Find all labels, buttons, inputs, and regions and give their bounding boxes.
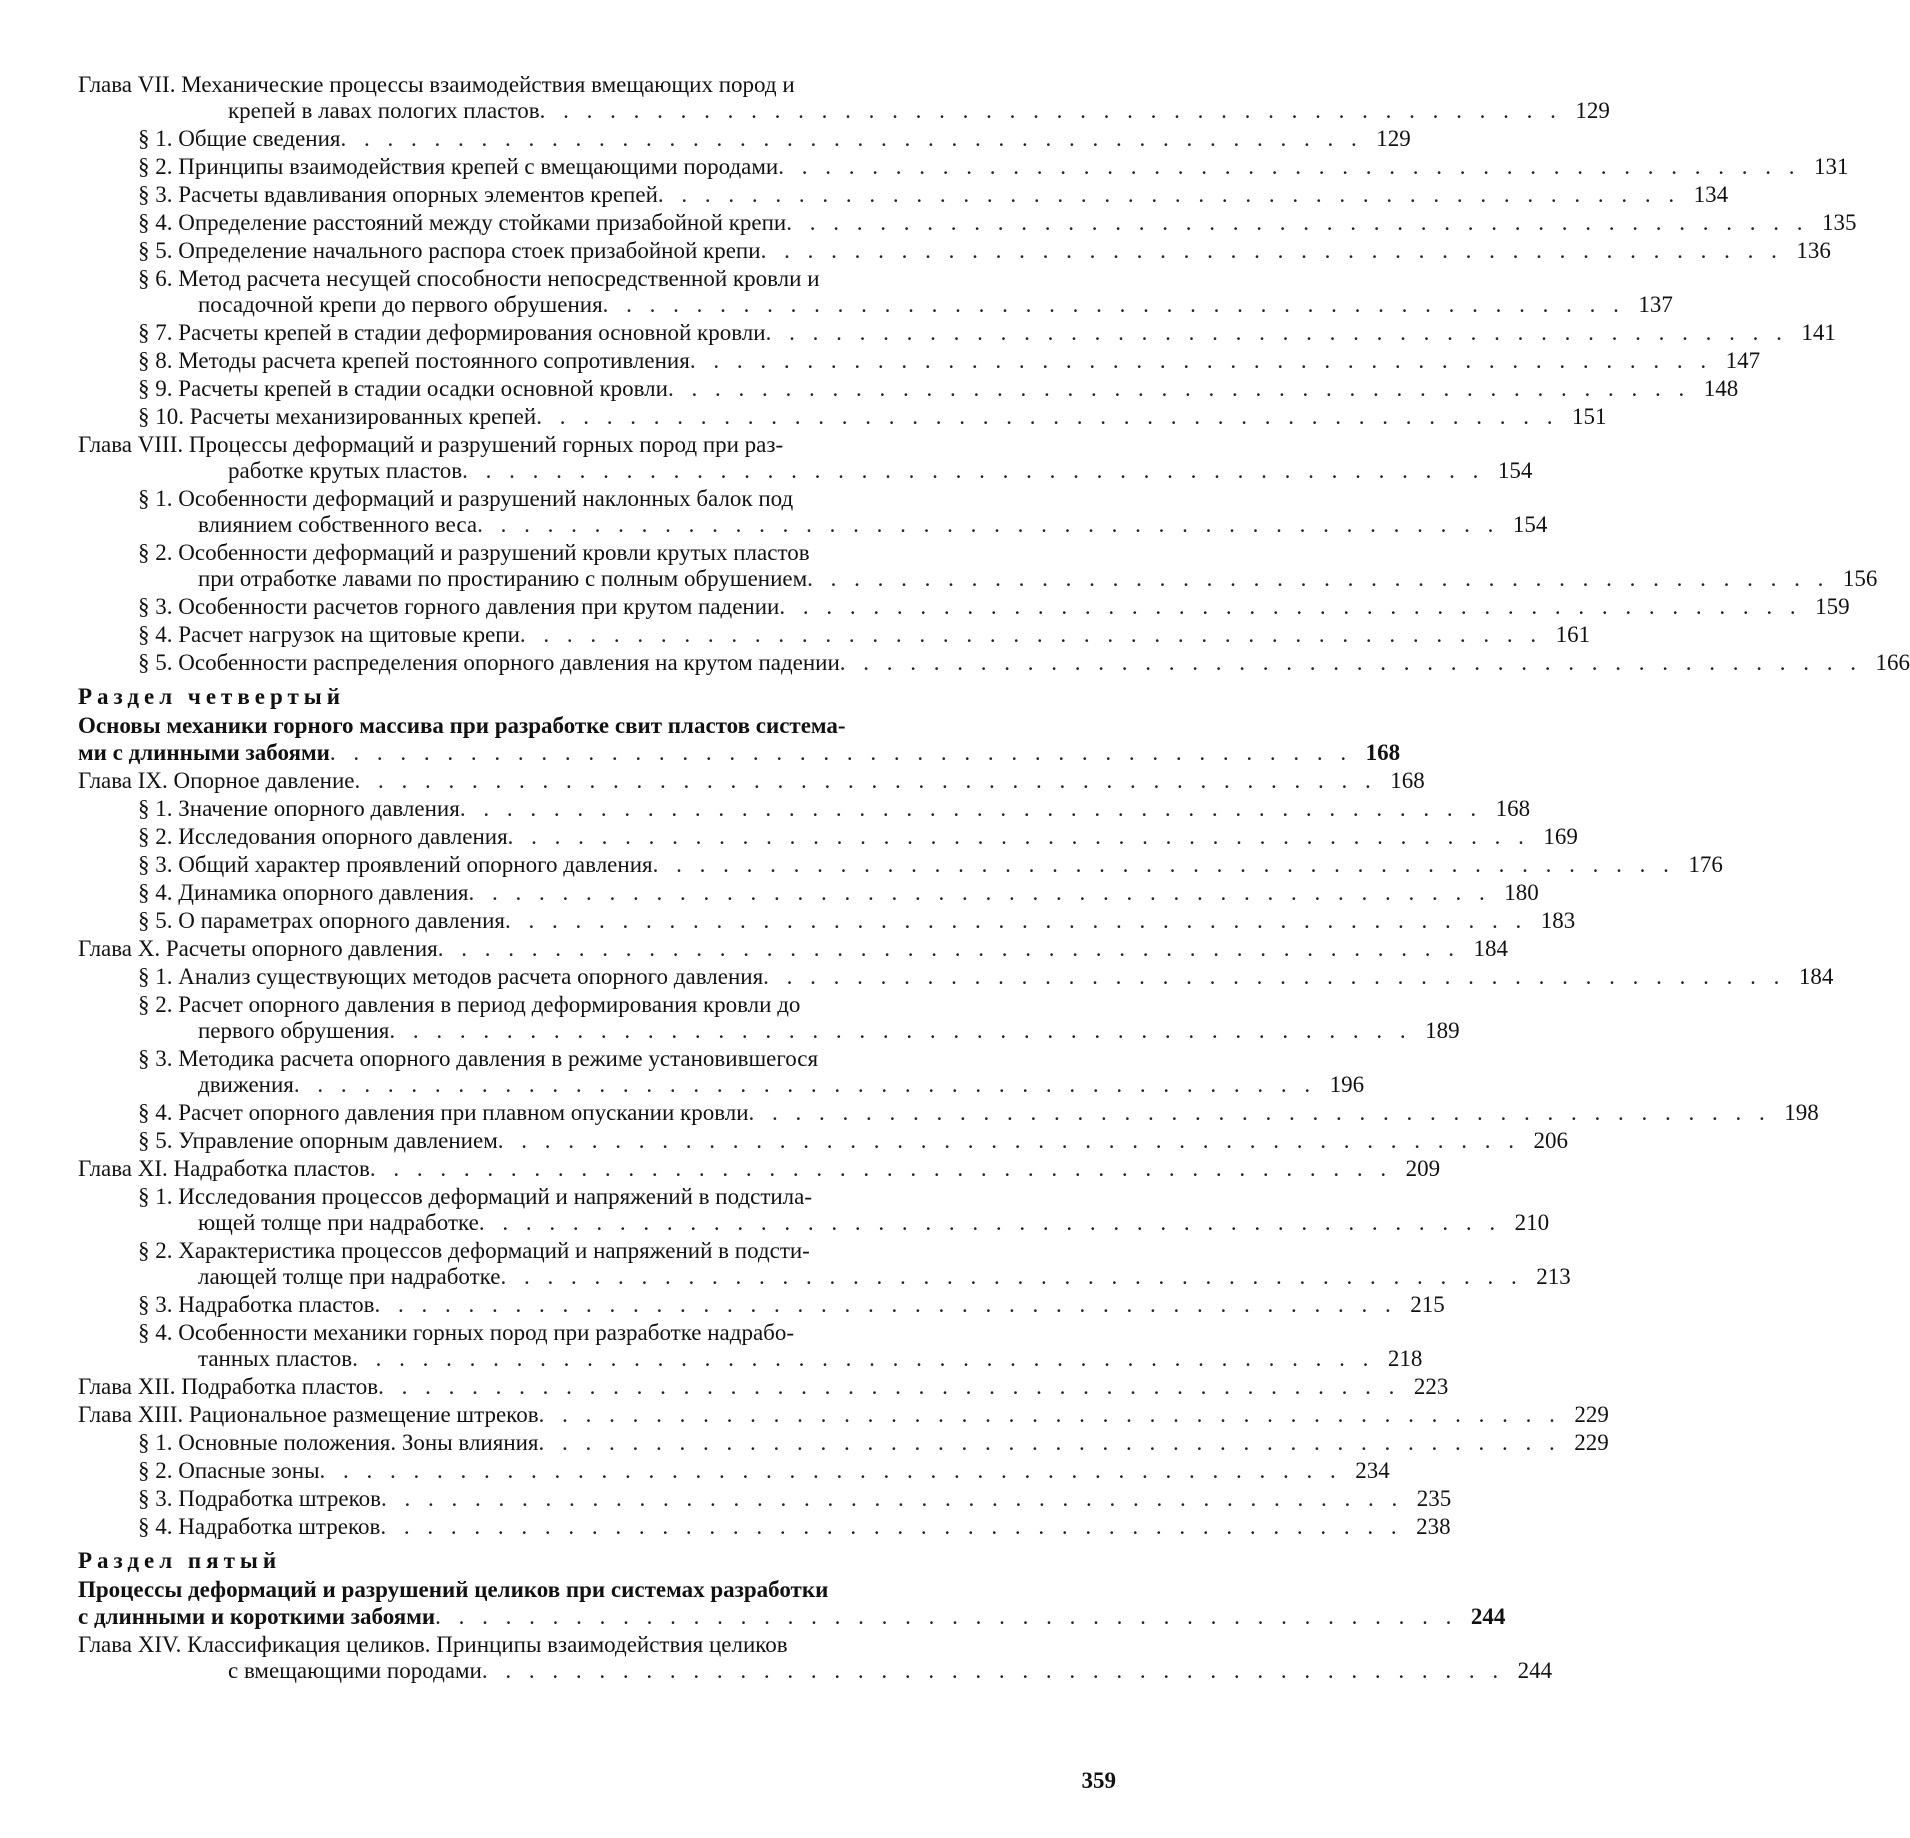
toc-page-number: 218 (1387, 1346, 1423, 1371)
toc-section-entry (78, 266, 1673, 318)
toc-section-entry (78, 486, 1548, 538)
toc-entry-text: § 2. Принципы взаимодействия крепей с вмещающими породами (138, 154, 779, 179)
toc-entry-text: § 3. Особенности расчетов горного давления при крутом падении (138, 594, 780, 619)
toc-page-number: 168 (1495, 796, 1531, 821)
toc-page-number: 184 (1798, 964, 1834, 989)
toc-section-entry (78, 182, 1729, 208)
toc-entry-text: § 3. Общий характер проявлений опорного давления (138, 852, 653, 877)
leader-dots: . . . . . . . . . . . . . . . . . . . . . . . . . . . . . . . . . . . . . . . . . . . . (354, 768, 1377, 793)
leader-dots: . . . . . . . . . . . . . . . . . . . . . . . . . . . . . . . . . . . . . . . . . . . . (538, 1430, 1561, 1455)
toc-entry-text: § 5. Управление опорным давлением (138, 1128, 498, 1153)
toc-section-entry (78, 1100, 1819, 1126)
toc-list-part5 (78, 1632, 1553, 1684)
toc-entry-text: § 3. Подработка штреков (138, 1486, 381, 1511)
toc-section-entry (78, 796, 1531, 822)
leader-dots: . . . . . . . . . . . . . . . . . . . . . . . . . . . . . . . . . . . . . . . . . . . . (435, 1604, 1458, 1629)
toc-entry-text: § 4. Особенности механики горных пород при разработке надрабо- (138, 1320, 795, 1345)
leader-dots: . . . . . . . . . . . . . . . . . . . . . . . . . . . . . . . . . . . . . . . . . . . . (765, 320, 1788, 345)
toc-page-number: 196 (1329, 1072, 1365, 1097)
toc-entry-text: § 2. Особенности деформаций и разрушений кровли крутых пластов (138, 540, 810, 565)
toc-page-number: 210 (1514, 1210, 1550, 1235)
toc-entry-text: с вмещающими породами (228, 1658, 482, 1683)
toc-page-number: 129 (1376, 126, 1411, 151)
toc-entry-text: § 2. Характеристика процессов деформаций и напряжений в подсти- (138, 1238, 810, 1263)
leader-dots: . . . . . . . . . . . . . . . . . . . . . . . . . . . . . . . . . . . . . . . . . . . . (779, 594, 1802, 619)
toc-chapter-entry (78, 768, 1425, 794)
toc-entry-text: § 4. Расчет нагрузок на щитовые крепи (138, 622, 520, 647)
leader-dots: . . . . . . . . . . . . . . . . . . . . . . . . . . . . . . . . . . . . . . . . . . . . (839, 650, 1863, 675)
leader-dots: . . . . . . . . . . . . . . . . . . . . . . . . . . . . . . . . . . . . . . . . . . . . (538, 1402, 1561, 1427)
leader-dots: . . . . . . . . . . . . . . . . . . . . . . . . . . . . . . . . . . . . . . . . . . . . (689, 348, 1713, 373)
toc-entry-text: § 4. Динамика опорного давления (138, 880, 469, 905)
toc-entry-text: § 1. Основные положения. Зоны влияния (138, 1430, 539, 1455)
toc-section-entry (78, 964, 1834, 990)
leader-dots: . . . . . . . . . . . . . . . . . . . . . . . . . . . . . . . . . . . . . . . . . . . . (763, 964, 1786, 989)
toc-entry-text: § 3. Надработка пластов (138, 1292, 375, 1317)
toc-page-number: 168 (1390, 768, 1425, 793)
toc-entry-text: лающей толще при надработке (198, 1264, 501, 1289)
toc-chapter-entry (78, 1402, 1609, 1428)
toc-entry-text: первого обрушения (198, 1018, 390, 1043)
leader-dots: . . . . . . . . . . . . . . . . . . . . . . . . . . . . . . . . . . . . . . . . . . . . (352, 1346, 1375, 1371)
toc-list-part3 (78, 72, 1910, 676)
toc-entry-text: Глава VIII. Процессы деформаций и разрушений горных пород при раз- (78, 432, 784, 457)
toc-page-number: 229 (1574, 1430, 1609, 1455)
toc-page-number: 180 (1504, 880, 1539, 905)
toc-entry-text: § 6. Метод расчета несущей способности непосредственной кровли и (138, 266, 820, 291)
toc-entry-text: крепей в лавах пологих пластов (228, 98, 540, 123)
toc-entry-text: влиянием собственного веса (198, 512, 478, 537)
toc-section-entry (78, 1292, 1445, 1318)
toc-section-entry (78, 594, 1850, 620)
toc-entry-text: § 3. Методика расчета опорного давления в режиме установившегося (138, 1046, 819, 1071)
toc-chapter-entry (78, 1156, 1441, 1182)
toc-section-entry (78, 126, 1411, 152)
toc-page-number: 129 (1575, 98, 1610, 123)
toc-entry-text: танных пластов (198, 1346, 353, 1371)
toc-entry-text: § 4. Расчет опорного давления при плавном опускании кровли (138, 1100, 749, 1125)
part-four-title (78, 712, 1401, 766)
toc-section-entry (78, 1046, 1365, 1098)
toc-page-number: 168 (1365, 740, 1401, 765)
leader-dots: . . . . . . . . . . . . . . . . . . . . . . . . . . . . . . . . . . . . . . . . . . . . (536, 404, 1559, 429)
toc-page-number: 141 (1801, 320, 1836, 345)
toc-page-number: 137 (1638, 292, 1673, 317)
toc-entry-text: Глава VII. Механические процессы взаимодействия вмещающих пород и (78, 72, 795, 97)
leader-dots: . . . . . . . . . . . . . . . . . . . . . . . . . . . . . . . . . . . . . . . . . . . . (477, 512, 1500, 537)
toc-page-number: 156 (1842, 566, 1878, 591)
toc-page-number: 223 (1413, 1374, 1449, 1399)
toc-entry-text: § 1. Значение опорного давления (138, 796, 460, 821)
toc-entry-text: § 4. Определение расстояний между стойками призабойной крепи (138, 210, 787, 235)
leader-dots: . . . . . . . . . . . . . . . . . . . . . . . . . . . . . . . . . . . . . . . . . . . . (293, 1072, 1317, 1097)
leader-dots: . . . . . . . . . . . . . . . . . . . . . . . . . . . . . . . . . . . . . . . . . . . . (760, 238, 1783, 263)
toc-entry-text: Глава XIV. Классификация целиков. Принципы взаимодействия целиков (78, 1632, 788, 1657)
toc-entry-text: § 8. Методы расчета крепей постоянного сопротивления (138, 348, 690, 373)
toc-chapter-entry (78, 432, 1533, 484)
toc-page-number: 189 (1425, 1018, 1460, 1043)
leader-dots: . . . . . . . . . . . . . . . . . . . . . . . . . . . . . . . . . . . . . . . . . . . . (437, 936, 1460, 961)
toc-section-entry (78, 348, 1761, 374)
toc-section-entry (78, 320, 1836, 346)
leader-dots: . . . . . . . . . . . . . . . . . . . . . . . . . . . . . . . . . . . . . . . . . . . . (602, 292, 1625, 317)
toc-page-number: 235 (1416, 1486, 1452, 1511)
toc-page-number: 183 (1540, 908, 1576, 933)
toc-section-entry (78, 824, 1578, 850)
toc-entry-text: Глава XI. Надработка пластов (78, 1156, 370, 1181)
toc-page-number: 147 (1725, 348, 1761, 373)
toc-entry-text: при отработке лавами по простиранию с полным обрушением (198, 566, 808, 591)
toc-entry-text: § 5. Определение начального распора стоек призабойной крепи (138, 238, 761, 263)
leader-dots: . . . . . . . . . . . . . . . . . . . . . . . . . . . . . . . . . . . . . . . . . . . . (748, 1100, 1771, 1125)
leader-dots: . . . . . . . . . . . . . . . . . . . . . . . . . . . . . . . . . . . . . . . . . . . . (539, 98, 1562, 123)
leader-dots: . . . . . . . . . . . . . . . . . . . . . . . . . . . . . . . . . . . . . . . . . . . . (340, 126, 1363, 151)
toc-section-entry (78, 1458, 1390, 1484)
toc-section-entry (78, 650, 1910, 676)
leader-dots: . . . . . . . . . . . . . . . . . . . . . . . . . . . . . . . . . . . . . . . . . . . . (667, 376, 1691, 401)
toc-list-part4 (78, 768, 1834, 1540)
part-four-heading: Раздел четвертый (78, 684, 345, 709)
toc-section-entry (78, 210, 1857, 236)
toc-section-entry (78, 1430, 1609, 1456)
leader-dots: . . . . . . . . . . . . . . . . . . . . . . . . . . . . . . . . . . . . . . . . . . . . (329, 740, 1353, 765)
toc-entry-text: § 1. Исследования процессов деформаций и напряжений в подстила- (138, 1184, 813, 1209)
leader-dots: . . . . . . . . . . . . . . . . . . . . . . . . . . . . . . . . . . . . . . . . . . . . (468, 880, 1491, 905)
part-five-title (78, 1576, 1506, 1630)
toc-entry-text: § 2. Расчет опорного давления в период деформирования кровли до (138, 992, 801, 1017)
toc-entry-text: посадочной крепи до первого обрушения (198, 292, 603, 317)
leader-dots: . . . . . . . . . . . . . . . . . . . . . . . . . . . . . . . . . . . . . . . . . . . . (481, 1658, 1505, 1683)
leader-dots: . . . . . . . . . . . . . . . . . . . . . . . . . . . . . . . . . . . . . . . . . . . . (519, 622, 1543, 647)
leader-dots: . . . . . . . . . . . . . . . . . . . . . . . . . . . . . . . . . . . . . . . . . . . . (374, 1292, 1397, 1317)
toc-entry-text: Глава XII. Подработка пластов (78, 1374, 379, 1399)
toc-entry-text: работке крутых пластов (228, 458, 463, 483)
toc-page-number: 154 (1497, 458, 1533, 483)
toc-chapter-entry (78, 1374, 1449, 1400)
leader-dots: . . . . . . . . . . . . . . . . . . . . . . . . . . . . . . . . . . . . . . . . . . . . (652, 852, 1675, 877)
toc-section-entry (78, 992, 1460, 1044)
leader-dots: . . . . . . . . . . . . . . . . . . . . . . . . . . . . . . . . . . . . . . . . . . . . (786, 210, 1809, 235)
toc-page-number: 154 (1512, 512, 1548, 537)
toc-page (78, 70, 1910, 1684)
toc-entry-text: § 1. Особенности деформаций и разрушений наклонных балок под (138, 486, 794, 511)
toc-section-entry (78, 880, 1539, 906)
leader-dots: . . . . . . . . . . . . . . . . . . . . . . . . . . . . . . . . . . . . . . . . . . . . (459, 796, 1483, 821)
toc-page-number: 169 (1543, 824, 1578, 849)
toc-page-number: 215 (1410, 1292, 1445, 1317)
leader-dots: . . . . . . . . . . . . . . . . . . . . . . . . . . . . . . . . . . . . . . . . . . . . (389, 1018, 1412, 1043)
toc-page-number: 136 (1796, 238, 1831, 263)
toc-page-number: 184 (1473, 936, 1508, 961)
toc-page-number: 166 (1875, 650, 1910, 675)
toc-section-entry (78, 908, 1576, 934)
leader-dots: . . . . . . . . . . . . . . . . . . . . . . . . . . . . . . . . . . . . . . . . . . . . (507, 824, 1530, 849)
toc-entry-text: § 3. Расчеты вдавливания опорных элементов крепей (138, 182, 658, 207)
leader-dots: . . . . . . . . . . . . . . . . . . . . . . . . . . . . . . . . . . . . . . . . . . . . (478, 1210, 1502, 1235)
toc-page-number: 244 (1470, 1604, 1506, 1629)
toc-entry-text: Глава IX. Опорное давление (78, 768, 355, 793)
toc-section-entry (78, 1184, 1550, 1236)
leader-dots: . . . . . . . . . . . . . . . . . . . . . . . . . . . . . . . . . . . . . . . . . . . . (500, 1264, 1523, 1289)
toc-page-number: 234 (1355, 1458, 1390, 1483)
toc-page-number: 135 (1822, 210, 1857, 235)
toc-page-number: 176 (1688, 852, 1723, 877)
toc-page-number: 213 (1536, 1264, 1571, 1289)
leader-dots: . . . . . . . . . . . . . . . . . . . . . . . . . . . . . . . . . . . . . . . . . . . . (319, 1458, 1342, 1483)
leader-dots: . . . . . . . . . . . . . . . . . . . . . . . . . . . . . . . . . . . . . . . . . . . . (380, 1514, 1403, 1539)
toc-section-entry (78, 1486, 1452, 1512)
toc-section-entry (78, 540, 1878, 592)
toc-section-entry (78, 1320, 1423, 1372)
leader-dots: . . . . . . . . . . . . . . . . . . . . . . . . . . . . . . . . . . . . . . . . . . . . (807, 566, 1830, 591)
toc-page-number: 229 (1574, 1402, 1609, 1427)
toc-chapter-entry (78, 1632, 1553, 1684)
toc-entry-text: § 1. Общие сведения (138, 126, 341, 151)
leader-dots: . . . . . . . . . . . . . . . . . . . . . . . . . . . . . . . . . . . . . . . . . . . . (657, 182, 1681, 207)
leader-dots: . . . . . . . . . . . . . . . . . . . . . . . . . . . . . . . . . . . . . . . . . . . . (504, 908, 1528, 933)
toc-entry-text: § 1. Анализ существующих методов расчета опорного давления (138, 964, 764, 989)
toc-section-entry (78, 622, 1591, 648)
toc-entry-text: § 2. Опасные зоны (138, 1458, 320, 1483)
toc-entry-text: § 5. О параметрах опорного давления (138, 908, 505, 933)
toc-page-number: 206 (1533, 1128, 1569, 1153)
part-title-text: Процессы деформаций и разрушений целиков при системах разработки (78, 1577, 829, 1602)
toc-entry-text: § 7. Расчеты крепей в стадии деформирования основной кровли (138, 320, 766, 345)
toc-entry-text: Глава XIII. Рациональное размещение штреков (78, 1402, 539, 1427)
toc-section-entry (78, 154, 1849, 180)
page-number: 359 (1081, 1768, 1116, 1793)
toc-entry-text: § 2. Исследования опорного давления (138, 824, 508, 849)
toc-page-number: 159 (1815, 594, 1850, 619)
toc-section-entry (78, 1128, 1569, 1154)
part-five-heading: Раздел пятый (78, 1548, 282, 1573)
toc-page-number: 134 (1693, 182, 1729, 207)
leader-dots: . . . . . . . . . . . . . . . . . . . . . . . . . . . . . . . . . . . . . . . . . . . . (369, 1156, 1393, 1181)
toc-page-number: 244 (1517, 1658, 1553, 1683)
toc-entry-text: § 4. Надработка штреков (138, 1514, 381, 1539)
part-title-text: с длинными и короткими забоями (78, 1604, 436, 1629)
toc-entry-text: Глава X. Расчеты опорного давления (78, 936, 438, 961)
leader-dots: . . . . . . . . . . . . . . . . . . . . . . . . . . . . . . . . . . . . . . . . . . . . (378, 1374, 1401, 1399)
toc-page-number: 161 (1555, 622, 1591, 647)
toc-section-entry (78, 238, 1831, 264)
toc-section-entry (78, 1514, 1451, 1540)
toc-chapter-entry (78, 72, 1610, 124)
toc-page-number: 151 (1571, 404, 1607, 429)
leader-dots: . . . . . . . . . . . . . . . . . . . . . . . . . . . . . . . . . . . . . . . . . . . . (497, 1128, 1521, 1153)
toc-page-number: 238 (1416, 1514, 1451, 1539)
toc-section-entry (78, 1238, 1571, 1290)
toc-page-number: 209 (1405, 1156, 1441, 1181)
toc-entry-text: § 9. Расчеты крепей в стадии осадки основной кровли (138, 376, 668, 401)
toc-entry-text: § 10. Расчеты механизированных крепей (138, 404, 537, 429)
part-title-text: Основы механики горного массива при разработке свит пластов система- (78, 713, 846, 738)
toc-entry-text: § 5. Особенности распределения опорного давления на крутом падении (138, 650, 840, 675)
toc-entry-text: движения (198, 1072, 294, 1097)
toc-section-entry (78, 376, 1739, 402)
toc-page-number: 198 (1784, 1100, 1819, 1125)
leader-dots: . . . . . . . . . . . . . . . . . . . . . . . . . . . . . . . . . . . . . . . . . . . . (380, 1486, 1404, 1511)
leader-dots: . . . . . . . . . . . . . . . . . . . . . . . . . . . . . . . . . . . . . . . . . . . . (462, 458, 1485, 483)
toc-chapter-entry (78, 936, 1508, 962)
toc-section-entry (78, 404, 1607, 430)
toc-page-number: 148 (1703, 376, 1739, 401)
toc-section-entry (78, 852, 1723, 878)
toc-page-number: 131 (1814, 154, 1849, 179)
leader-dots: . . . . . . . . . . . . . . . . . . . . . . . . . . . . . . . . . . . . . . . . . . . . (778, 154, 1801, 179)
toc-entry-text: ющей толще при надработке (198, 1210, 479, 1235)
part-title-text: ми с длинными забоями (78, 740, 330, 765)
